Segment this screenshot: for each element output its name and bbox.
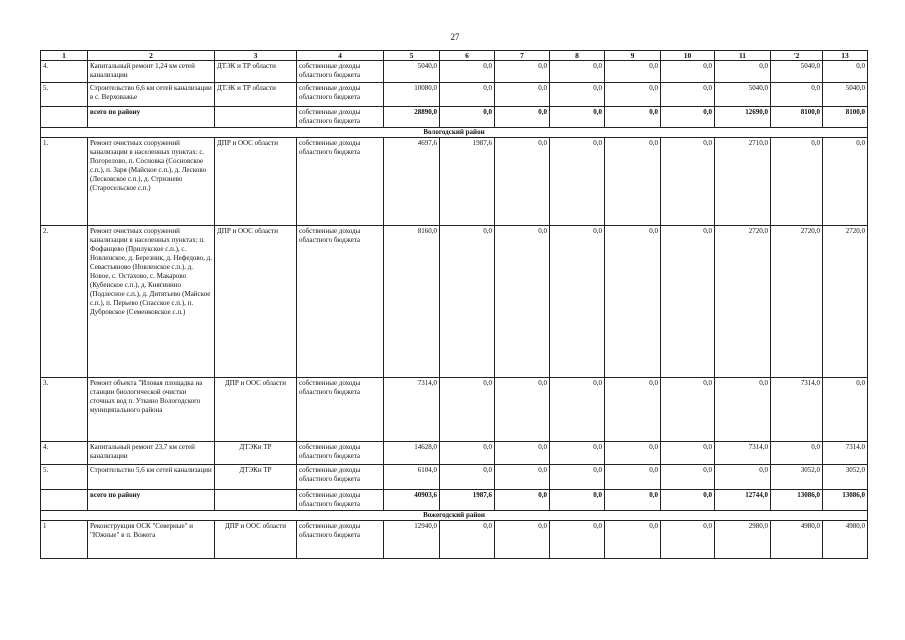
- year-col-7: 0,0: [495, 521, 550, 559]
- year-col-12: 5040,0: [771, 61, 823, 83]
- year-col-8: 0,0: [550, 83, 605, 107]
- year-col-12: 0,0: [771, 83, 823, 107]
- total-amount: 12940,0: [384, 521, 440, 559]
- year-col-11: 7314,0: [715, 442, 771, 465]
- total-amount: 14628,0: [384, 442, 440, 465]
- table-row: [41, 138, 868, 226]
- year-col-11: 0,0: [715, 61, 771, 83]
- total-amount: 10080,0: [384, 83, 440, 107]
- header-cell: 11: [715, 51, 771, 61]
- year-col-11: 12744,0: [715, 490, 771, 511]
- table-row: [41, 378, 868, 442]
- total-amount: 40903,6: [384, 490, 440, 511]
- year-col-10: 0,0: [661, 378, 715, 442]
- year-col-10: 0,0: [661, 465, 715, 490]
- row-number: 5.: [41, 83, 88, 107]
- header-cell: 7: [495, 51, 550, 61]
- year-col-12: 4980,0: [771, 521, 823, 559]
- district-header-row: [41, 128, 868, 138]
- year-col-7: 0,0: [495, 490, 550, 511]
- year-col-13: 5040,0: [823, 83, 868, 107]
- header-cell: 2: [88, 51, 215, 61]
- year-col-9: 0,0: [605, 226, 661, 378]
- year-col-6: 0,0: [440, 83, 495, 107]
- table-row: [41, 442, 868, 465]
- year-col-12: 8100,0: [771, 107, 823, 128]
- year-col-11: 2720,0: [715, 226, 771, 378]
- year-col-9: 0,0: [605, 442, 661, 465]
- year-col-7: 0,0: [495, 107, 550, 128]
- district-name: Вожегодский район: [41, 511, 868, 521]
- row-number: 2.: [41, 226, 88, 378]
- year-col-8: 0,0: [550, 465, 605, 490]
- header-cell: '2: [771, 51, 823, 61]
- funding-source: собственные доходы областного бюджета: [297, 107, 384, 128]
- year-col-8: 0,0: [550, 521, 605, 559]
- year-col-13: 2720,0: [823, 226, 868, 378]
- table-row: [41, 226, 868, 378]
- table-body: [41, 51, 868, 559]
- year-col-8: 0,0: [550, 442, 605, 465]
- year-col-9: 0,0: [605, 378, 661, 442]
- total-amount: 6104,0: [384, 465, 440, 490]
- responsible-body: ДПР и ООС области: [215, 138, 297, 226]
- header-cell: 13: [823, 51, 868, 61]
- responsible-body: ДПР и ООС области: [215, 226, 297, 378]
- year-col-7: 0,0: [495, 378, 550, 442]
- funding-source: собственные доходы областного бюджета: [297, 490, 384, 511]
- year-col-7: 0,0: [495, 138, 550, 226]
- project-name: Ремонт объекта "Иловая площадка на станции биологической очистки сточных вод п. Уткино Вологодского муниципального района: [88, 378, 215, 442]
- funding-source: собственные доходы областного бюджета: [297, 521, 384, 559]
- year-col-9: 0,0: [605, 61, 661, 83]
- funding-source: собственные доходы областного бюджета: [297, 465, 384, 490]
- project-name: всего по району: [88, 107, 215, 128]
- header-cell: 9: [605, 51, 661, 61]
- project-name: Капитальный ремонт 23,7 км сетей канализации: [88, 442, 215, 465]
- total-amount: 8160,0: [384, 226, 440, 378]
- responsible-body: ДПР и ООС области: [215, 521, 297, 559]
- year-col-8: 0,0: [550, 61, 605, 83]
- row-number: 4.: [41, 442, 88, 465]
- row-number: 1.: [41, 138, 88, 226]
- year-col-9: 0,0: [605, 490, 661, 511]
- year-col-13: 0,0: [823, 61, 868, 83]
- funding-source: собственные доходы областного бюджета: [297, 138, 384, 226]
- program-table: [40, 50, 868, 559]
- year-col-10: 0,0: [661, 83, 715, 107]
- funding-source: собственные доходы областного бюджета: [297, 83, 384, 107]
- row-number: [41, 490, 88, 511]
- header-cell: 6: [440, 51, 495, 61]
- header-cell: 3: [215, 51, 297, 61]
- year-col-9: 0,0: [605, 465, 661, 490]
- funding-source: собственные доходы областного бюджета: [297, 61, 384, 83]
- year-col-6: 0,0: [440, 378, 495, 442]
- year-col-7: 0,0: [495, 83, 550, 107]
- year-col-9: 0,0: [605, 138, 661, 226]
- page-number: 27: [450, 32, 460, 42]
- year-col-13: 13086,0: [823, 490, 868, 511]
- row-number: 3.: [41, 378, 88, 442]
- header-cell: 1: [41, 51, 88, 61]
- year-col-6: 0,0: [440, 107, 495, 128]
- responsible-body: ДТЭКи ТР: [215, 442, 297, 465]
- project-name: Капитальный ремонт 1,24 км сетей канализации: [88, 61, 215, 83]
- year-col-12: 13086,0: [771, 490, 823, 511]
- year-col-6: 0,0: [440, 61, 495, 83]
- year-col-13: 4980,0: [823, 521, 868, 559]
- year-col-12: 3052,0: [771, 465, 823, 490]
- total-amount: 28890,0: [384, 107, 440, 128]
- project-name: всего по району: [88, 490, 215, 511]
- year-col-12: 2720,0: [771, 226, 823, 378]
- funding-source: собственные доходы областного бюджета: [297, 226, 384, 378]
- total-amount: 5040,0: [384, 61, 440, 83]
- project-name: Строительство 5,6 км сетей канализации: [88, 465, 215, 490]
- year-col-12: 7314,0: [771, 378, 823, 442]
- row-number: [41, 107, 88, 128]
- responsible-body: [215, 107, 297, 128]
- year-col-6: 1987,6: [440, 138, 495, 226]
- year-col-6: 1987,6: [440, 490, 495, 511]
- year-col-7: 0,0: [495, 226, 550, 378]
- year-col-11: 0,0: [715, 378, 771, 442]
- year-col-10: 0,0: [661, 138, 715, 226]
- year-col-7: 0,0: [495, 465, 550, 490]
- header-row: [41, 51, 868, 61]
- district-total-row: [41, 490, 868, 511]
- year-col-8: 0,0: [550, 378, 605, 442]
- funding-source: собственные доходы областного бюджета: [297, 442, 384, 465]
- district-header-row: [41, 511, 868, 521]
- header-cell: 5: [384, 51, 440, 61]
- responsible-body: ДТЭК и ТР области: [215, 83, 297, 107]
- year-col-6: 0,0: [440, 442, 495, 465]
- total-amount: 4697,6: [384, 138, 440, 226]
- year-col-11: 0,0: [715, 465, 771, 490]
- year-col-7: 0,0: [495, 61, 550, 83]
- year-col-10: 0,0: [661, 107, 715, 128]
- year-col-8: 0,0: [550, 107, 605, 128]
- year-col-11: 5040,0: [715, 83, 771, 107]
- header-cell: 8: [550, 51, 605, 61]
- funding-source: собственные доходы областного бюджета: [297, 378, 384, 442]
- year-col-11: 2980,0: [715, 521, 771, 559]
- table-row: [41, 83, 868, 107]
- district-total-row: [41, 107, 868, 128]
- year-col-7: 0,0: [495, 442, 550, 465]
- responsible-body: [215, 490, 297, 511]
- table-row: [41, 61, 868, 83]
- year-col-10: 0,0: [661, 442, 715, 465]
- district-name: Вологодский район: [41, 128, 868, 138]
- year-col-13: 8100,0: [823, 107, 868, 128]
- year-col-11: 12690,0: [715, 107, 771, 128]
- header-cell: 10: [661, 51, 715, 61]
- row-number: 4.: [41, 61, 88, 83]
- year-col-9: 0,0: [605, 83, 661, 107]
- project-name: Ремонт очистных сооружений канализации в населенных пунктах: п. Фофанцево (Прилукское с.п.), с. Новленское, д. Березник, д. Нефедово, д. Севастьяново (Новленское с.п.), д. Новое, с. Остахово, с. Макарово (Кубенское с.п.), д. Княгинино (Подлесное с.п.), д. Дитятьево (Майское с.п.), п. Перьево (Спасское с.п.), п. Дубровское (Семенковское с.п.): [88, 226, 215, 378]
- year-col-13: 0,0: [823, 378, 868, 442]
- year-col-13: 0,0: [823, 138, 868, 226]
- project-name: Реконструкция ОСК "Северные" и "Южные" в п. Вожега: [88, 521, 215, 559]
- year-col-6: 0,0: [440, 521, 495, 559]
- project-name: Ремонт очистных сооружений канализации в населенных пунктах: с. Погорелово, п. Сосновка (Сосновское с.п.), п. Заря (Майское с.п.), д. Лесково (Лесковское с.п.), д. Стризнево (Старосельское с.п.): [88, 138, 215, 226]
- year-col-13: 3052,0: [823, 465, 868, 490]
- year-col-13: 7314,0: [823, 442, 868, 465]
- project-name: Строительство 6,6 км сетей канализации в с. Верховажье: [88, 83, 215, 107]
- year-col-10: 0,0: [661, 61, 715, 83]
- year-col-10: 0,0: [661, 226, 715, 378]
- header-cell: 4: [297, 51, 384, 61]
- year-col-8: 0,0: [550, 226, 605, 378]
- year-col-9: 0,0: [605, 521, 661, 559]
- year-col-8: 0,0: [550, 490, 605, 511]
- year-col-10: 0,0: [661, 521, 715, 559]
- year-col-12: 0,0: [771, 138, 823, 226]
- responsible-body: ДТЭКи ТР: [215, 465, 297, 490]
- responsible-body: ДТЭК и ТР области: [215, 61, 297, 83]
- year-col-6: 0,0: [440, 465, 495, 490]
- total-amount: 7314,0: [384, 378, 440, 442]
- row-number: 1: [41, 521, 88, 559]
- year-col-6: 0,0: [440, 226, 495, 378]
- responsible-body: ДПР и ООС области: [215, 378, 297, 442]
- year-col-11: 2710,0: [715, 138, 771, 226]
- table-row: [41, 521, 868, 559]
- year-col-9: 0,0: [605, 107, 661, 128]
- year-col-12: 0,0: [771, 442, 823, 465]
- row-number: 5.: [41, 465, 88, 490]
- table-row: [41, 465, 868, 490]
- year-col-8: 0,0: [550, 138, 605, 226]
- year-col-10: 0,0: [661, 490, 715, 511]
